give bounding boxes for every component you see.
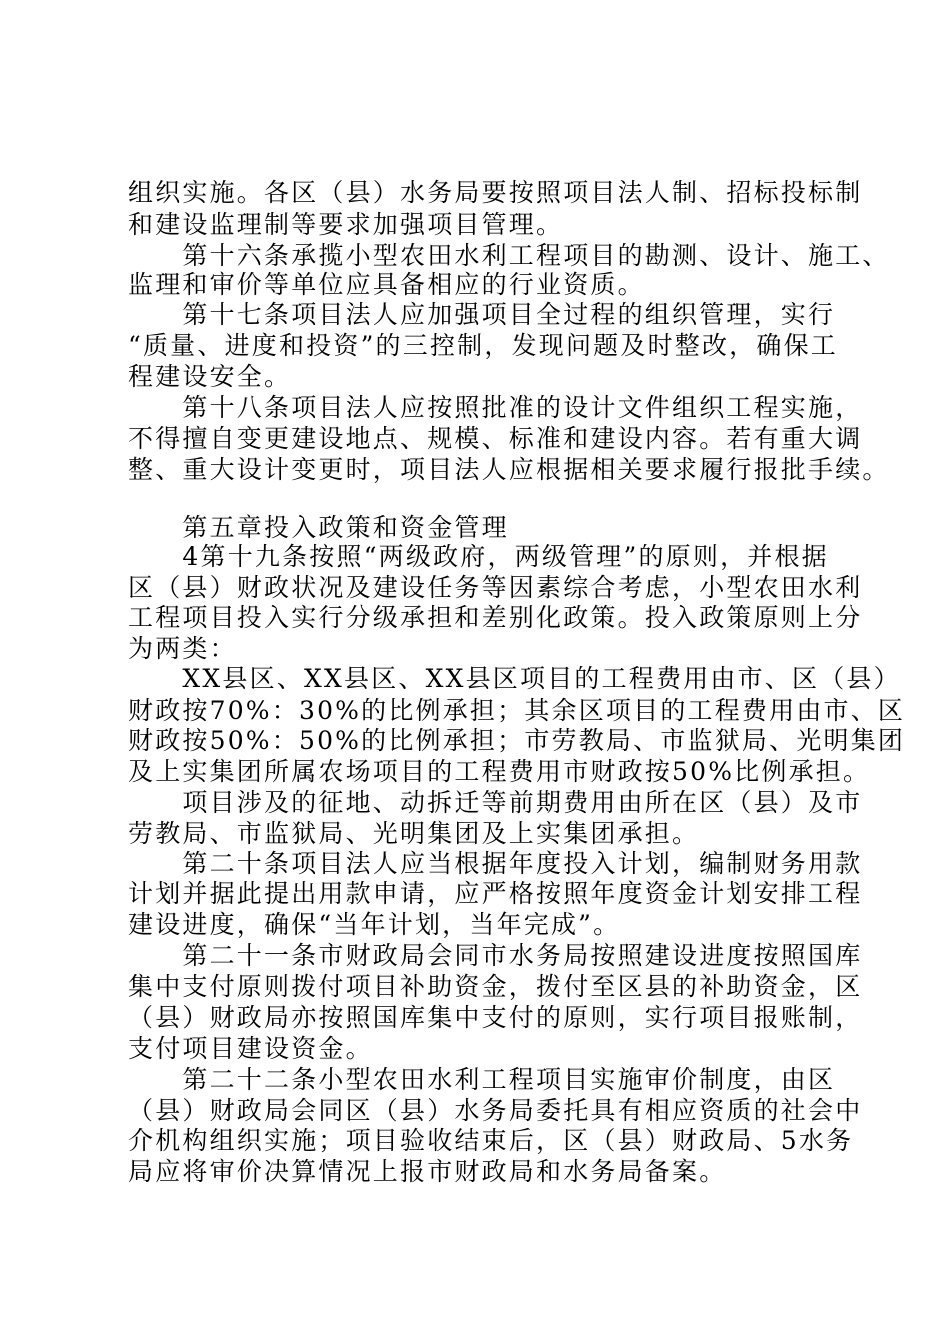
text-line: 第二十一条市财政局会同市水务局按照建设进度按照国库	[128, 941, 863, 970]
text-line: 局应将审价决算情况上报市财政局和水务局备案。	[128, 1157, 727, 1186]
text-line: 第二十二条小型农田水利工程项目实施审价制度，由区	[128, 1065, 836, 1094]
text-line: 劳教局、市监狱局、光明集团及上实集团承担。	[128, 819, 700, 848]
text-line: 财政按70%：30%的比例承担；其余区项目的工程费用由市、区	[128, 696, 906, 725]
text-line: 项目涉及的征地、动拆迁等前期费用由所在区（县）及市	[128, 788, 863, 817]
text-line: 为两类：	[128, 634, 237, 663]
text-line: 及上实集团所属农场项目的工程费用市财政按50%比例承担。	[128, 757, 871, 786]
text-line: XX县区、XX县区、XX县区项目的工程费用由市、区（县）	[128, 664, 901, 693]
text-line: 程建设安全。	[128, 362, 292, 391]
text-line: 第十八条项目法人应按照批准的设计文件组织工程实施，	[128, 393, 863, 422]
text-line: （县）财政局亦按照国库集中支付的原则，实行项目报账制，	[128, 1003, 863, 1032]
text-line: 第十六条承揽小型农田水利工程项目的勘测、设计、施工、	[128, 241, 890, 270]
text-line: 支付项目建设资金。	[128, 1034, 373, 1063]
text-line: 财政按50%：50%的比例承担；市劳教局、市监狱局、光明集团	[128, 726, 906, 755]
text-line: 整、重大设计变更时，项目法人应根据相关要求履行报批手续。	[128, 455, 890, 484]
text-line: 集中支付原则拨付项目补助资金，拨付至区县的补助资金，区	[128, 972, 863, 1001]
text-line: “质量、进度和投资”的三控制，发现问题及时整改，确保工	[128, 331, 838, 360]
text-line: 建设进度，确保“当年计划，当年完成”。	[128, 910, 621, 939]
text-line: 工程项目投入实行分级承担和差别化政策。投入政策原则上分	[128, 603, 863, 632]
text-line: 介机构组织实施；项目验收结束后，区（县）财政局、5水务	[128, 1126, 854, 1155]
text-line: 和建设监理制等要求加强项目管理。	[128, 210, 564, 239]
text-line: 第二十条项目法人应当根据年度投入计划，编制财务用款	[128, 849, 863, 878]
text-line: 不得擅自变更建设地点、规模、标准和建设内容。若有重大调	[128, 424, 863, 453]
text-line: 监理和审价等单位应具备相应的行业资质。	[128, 270, 645, 299]
text-line: 组织实施。各区（县）水务局要按照项目法人制、招标投标制	[128, 178, 863, 207]
text-line: 计划并据此提出用款申请，应严格按照年度资金计划安排工程	[128, 879, 863, 908]
text-line: 区（县）财政状况及建设任务等因素综合考虑，小型农田水利	[128, 573, 863, 602]
text-line: （县）财政局会同区（县）水务局委托具有相应资质的社会中	[128, 1096, 863, 1125]
chapter-heading: 第五章投入政策和资金管理	[128, 513, 509, 542]
text-line: 4第十九条按照“两级政府，两级管理”的原则，并根据	[128, 542, 829, 571]
text-line: 第十七条项目法人应加强项目全过程的组织管理，实行	[128, 300, 836, 329]
